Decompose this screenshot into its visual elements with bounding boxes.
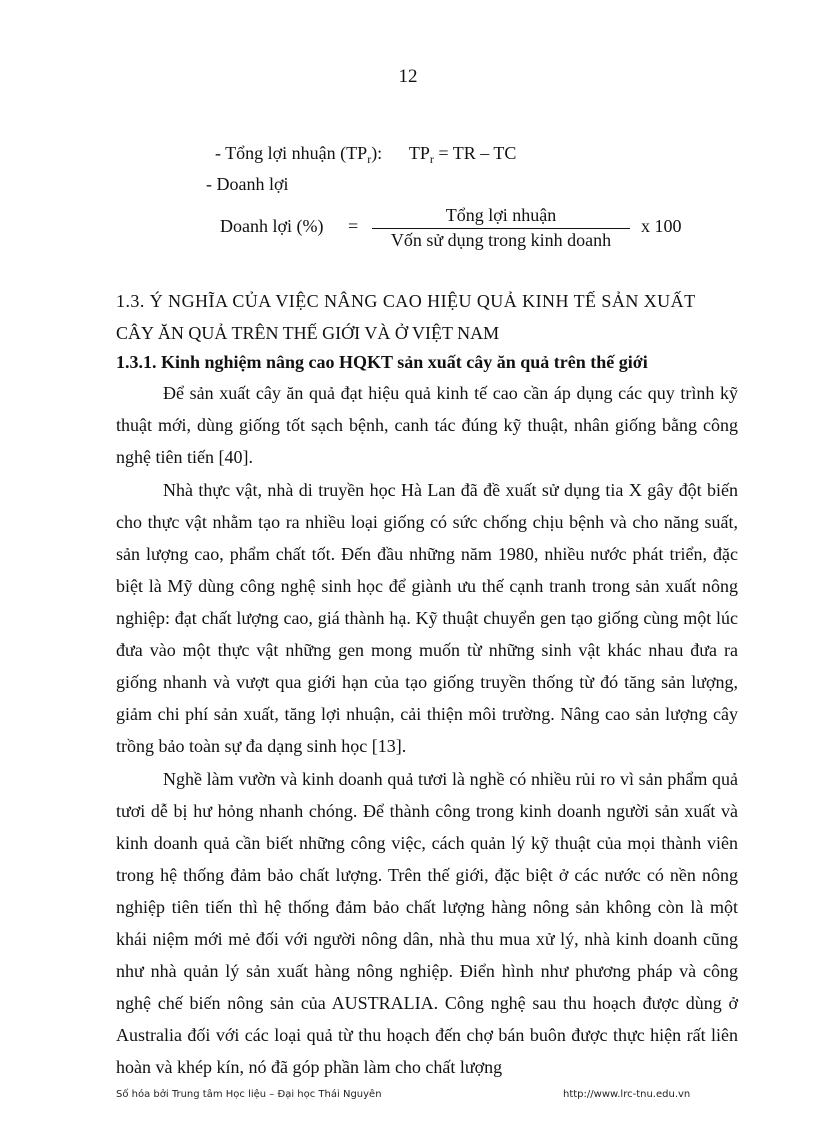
profit-eq-subscript: r xyxy=(429,152,434,166)
section-heading-line1: 1.3. Ý NGHĨA CỦA VIỆC NÂNG CAO HIỆU QUẢ KINH TẾ SẢN XUẤT xyxy=(116,291,696,311)
page-number: 12 xyxy=(398,66,418,87)
yield-denominator: Vốn sử dụng trong kinh doanh xyxy=(390,230,612,250)
profit-label-subscript: r xyxy=(367,152,372,166)
footer-left: Số hóa bởi Trung tâm Học liệu – Đại học Thái Nguyên xyxy=(116,1089,382,1100)
profit-label: - Tổng lợi nhuận (TP xyxy=(215,143,368,163)
profit-eq-rest: = TR – TC xyxy=(433,143,517,163)
yield-multiplier: x 100 xyxy=(641,216,682,236)
profit-eq-prefix: TP xyxy=(408,143,430,163)
yield-equals: = xyxy=(348,216,359,236)
yield-fraction xyxy=(372,205,630,251)
yield-numerator: Tổng lợi nhuận xyxy=(372,205,630,229)
footer-right: http://www.lrc-tnu.edu.vn xyxy=(563,1089,691,1100)
paragraph-1: Để sản xuất cây ăn quả đạt hiệu quả kinh tế cao cần áp dụng các quy trình kỹ thuật mới, dùng giống tốt sạch bệnh, canh tác đúng kỹ thuật, nhân giống bằng công nghệ tiên tiến [40]. xyxy=(116,383,738,467)
profit-label-end: ): xyxy=(371,143,383,163)
paragraph-3: Nghề làm vườn và kinh doanh quả tươi là nghề có nhiều rủi ro vì sản phẩm quả tươi dễ bị hư hỏng nhanh chóng. Để thành công trong kinh doanh người sản xuất và kinh doanh quả cần biết những công việc, cách quản lý kỹ thuật của mọi thành viên trong hệ thống đảm bảo chất lượng. Trên thế giới, đặc biệt ở các nước có nền nông nghiệp tiên tiến thì hệ thống đảm bảo chất lượng hàng nông sản không còn là một khái niệm mới mẻ đối với người nông dân, nhà thu mua xử lý, nhà kinh doanh cũng như nhà quản lý sản xuất hàng nông nghiệp. Điển hình như phương pháp và công nghệ chế biến nông sản của AUSTRALIA. Công nghệ sau thu hoạch được dùng ở Australia đối với các loại quả từ thu hoạch đến chợ bán buôn được thực hiện rất liên hoàn và khép kín, nó đã góp phần làm cho chất lượng xyxy=(116,769,738,1077)
section-heading-line2: CÂY ĂN QUẢ TRÊN THẾ GIỚI VÀ Ở VIỆT NAM xyxy=(116,323,500,343)
yield-lhs: Doanh lợi (%) xyxy=(220,216,324,236)
subsection-heading: 1.3.1. Kinh nghiệm nâng cao HQKT sản xuất cây ăn quả trên thế giới xyxy=(116,352,648,372)
yield-intro: - Doanh lợi xyxy=(206,174,289,194)
section-heading xyxy=(116,285,738,349)
paragraph-2: Nhà thực vật, nhà di truyền học Hà Lan đã đề xuất sử dụng tia X gây đột biến cho thực vật nhằm tạo ra nhiều loại giống có sức chống chịu bệnh và cho năng suất, sản lượng cao, phẩm chất tốt. Đến đầu những năm 1980, nhiều nước phát triển, đặc biệt là Mỹ dùng công nghệ sinh học để giành ưu thế cạnh tranh trong sản xuất nông nghiệp: đạt chất lượng cao, giá thành hạ. Kỹ thuật chuyển gen tạo giống cùng một lúc đưa vào một thực vật những gen mong muốn từ những sinh vật khác nhau đưa ra giống nhanh và vượt qua giới hạn của tạo giống truyền thống từ đó tăng sản lượng, giảm chi phí sản xuất, tăng lợi nhuận, cải thiện môi trường. Nâng cao sản lượng cây trồng bảo toàn sự đa dạng sinh học [13]. xyxy=(116,480,738,756)
profit-formula xyxy=(215,143,516,167)
